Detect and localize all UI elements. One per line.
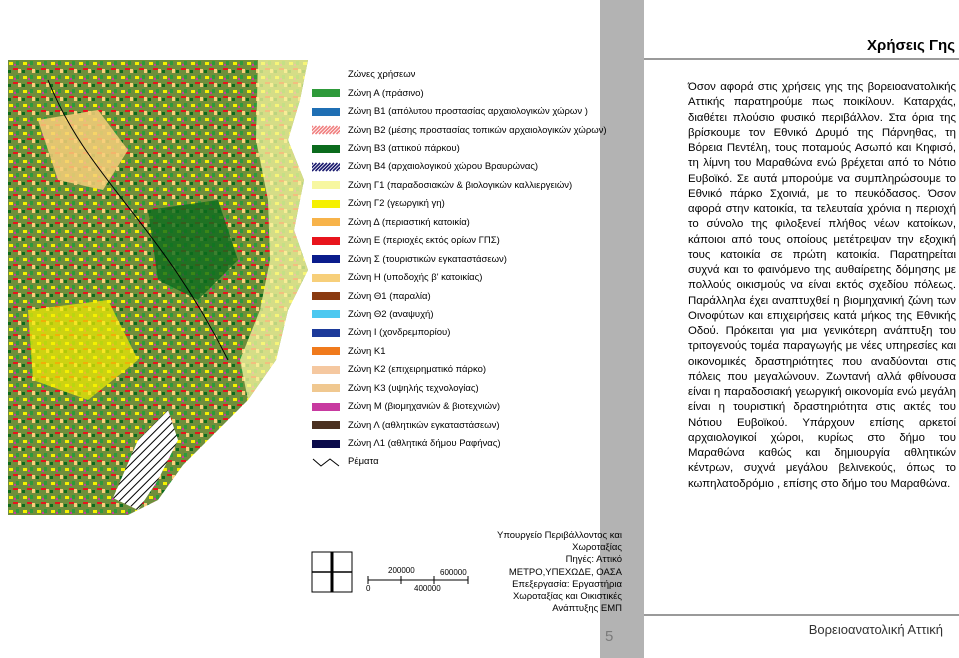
legend-label: Ζώνη Β2 (μέσης προστασίας τοπικών αρχαιολογικών χώρων) <box>348 124 607 136</box>
legend-item <box>312 121 612 139</box>
legend-item <box>312 453 612 471</box>
credits-line: Ανάπτυξης ΕΜΠ <box>552 603 622 615</box>
legend-swatch <box>312 274 340 282</box>
legend-label: Ζώνη Σ (τουριστικών εγκαταστάσεων) <box>348 253 507 265</box>
map-legend <box>312 66 612 471</box>
legend-item <box>312 176 612 194</box>
legend-item <box>312 434 612 452</box>
credits-line: Πηγές: Αττικό <box>565 554 622 566</box>
scale-label-600000: 600000 <box>440 568 467 577</box>
legend-swatch <box>312 366 340 374</box>
legend-swatch <box>312 440 340 448</box>
legend-swatch <box>312 237 340 245</box>
scale-label-200000: 200000 <box>388 566 415 575</box>
credits-line: ΜΕΤΡΟ,ΥΠΕΧΩΔΕ, ΟΑΣΑ <box>508 566 622 578</box>
legend-label: Ζώνη Κ3 (υψηλής τεχνολογίας) <box>348 382 479 394</box>
legend-item <box>312 379 612 397</box>
legend-item <box>312 416 612 434</box>
legend-label: Ζώνη Α (πράσινο) <box>348 87 424 99</box>
legend-item <box>312 324 612 342</box>
legend-item <box>312 342 612 360</box>
legend-label: Ζώνη Λ1 (αθλητικά δήμου Ραφήνας) <box>348 438 501 450</box>
page-title: Χρήσεις Γης <box>867 37 955 54</box>
legend-label: Ζώνη Β4 (αρχαιολογικού χώρου Βραυρώνας) <box>348 161 539 173</box>
description-text: Όσον αφορά στις χρήσεις γης της βορειοανατολικής Αττικής παρατηρούμε πως ποικίλουν. Καταρχάς, διαθέτει πλούσιο φυσικό περιβάλλον. Στα όρια της βρίσκουμε τον Εθνικό Δρυμό της Πάρνηθας, τη Βόρεια Πεντέλη, τους ποταμούς Ασωπό και Κηφισό, τη λίμνη του Μαραθώνα ενώ βρέχεται από το Νότιο Ευβοϊκό. Σε αυτά μπορούμε να συμπληρώσουμε το Εθνικό πάρκο Σχοινιά, με το πευκόδασος. Όσον αφορά στην κατοικία, τα τελευταία χρόνια η περιοχή το σύνολο της φιλοξενεί πλήθος νέων κατοίκων, κάποιοι από τους οποίους μετέτρεψαν την εξοχική τους κατοικία σε πρώτη κατοικία. Παρατηρείται συχνά και το φαινόμενο της αυθαίρετης δόμησης με πολλούς οικισμούς να είναι εκτός σχεδίου πόλεως. Παράλληλα έχει αναπτυχθεί η βιομηχανική ζώνη των Οινοφύτων και επιχειρήσεις κατά μήκος της Εθνικής Οδού. Πρόκειται για μια γενικότερη ανάπτυξη του τριτογενούς τομέα παραγωγής με νέες υπηρεσίες και οικονομικές δραστηριότητες που αναδύονται στις πόλεις που μεγαλώνουν. Ζωντανή αλλά φθίνουσα είναι η παραδοσιακή γεωργική οικονομία ενώ μεγάλη είναι η τουριστική δραστηριότητα στις ακτές του Νότιου Ευβοϊκού. Υπάρχουν επίσης αρκετοί αρχαιολογικοί χώροι, κυρίως στο δήμο του Μαραθώνα καθώς και δημιουργία αθλητικών κέντρων, συχνά μεγάλου βελινεκούς, όπως το κωπηλατοδρόμιο , επίσης στο δήμο του Μαραθώνα. <box>688 81 956 490</box>
legend-swatch <box>312 384 340 392</box>
legend-label: Ζώνη Θ1 (παραλία) <box>348 290 431 302</box>
credits-line: Χωροταξίας <box>572 542 622 554</box>
footer-divider <box>644 614 959 616</box>
legend-item <box>312 250 612 268</box>
legend-label: Ζώνη Β1 (απόλυτου προστασίας αρχαιολογικών χώρων ) <box>348 106 588 118</box>
legend-label: Ζώνη Γ2 (γεωργική γη) <box>348 198 445 210</box>
legend-swatch <box>312 89 340 97</box>
legend-label: Ζώνη Μ (βιομηχανιών & βιοτεχνιών) <box>348 401 500 413</box>
legend-item <box>312 268 612 286</box>
scale-bar <box>308 550 478 600</box>
legend-swatch <box>312 200 340 208</box>
legend-label: Ζώνη Η (υποδοχής β' κατοικίας) <box>348 272 483 284</box>
legend-swatch <box>312 124 340 136</box>
legend-label: Ζώνη Ε (περιοχές εκτός ορίων ΓΠΣ) <box>348 235 500 247</box>
legend-swatch <box>312 218 340 226</box>
page-number: 5 <box>605 628 614 645</box>
legend-swatch <box>312 310 340 318</box>
scale-label-400000: 400000 <box>414 584 441 593</box>
legend-label: Ζώνη Κ2 (επιχειρηματικό πάρκο) <box>348 364 487 376</box>
legend-swatch <box>312 347 340 355</box>
legend-item <box>312 361 612 379</box>
legend-label: Ρέματα <box>348 456 379 468</box>
legend-item <box>312 139 612 157</box>
legend-item <box>312 84 612 102</box>
legend-label: Ζώνη Θ2 (αναψυχή) <box>348 308 434 320</box>
legend-swatch <box>312 456 340 468</box>
legend-label: Ζώνη Ι (χονδρεμπορίου) <box>348 327 451 339</box>
legend-swatch <box>312 181 340 189</box>
legend-swatch <box>312 108 340 116</box>
credits-line: Επεξεργασία: Εργαστήρια <box>512 578 622 590</box>
legend-item <box>312 213 612 231</box>
map-credits <box>480 530 622 615</box>
legend-item <box>312 305 612 323</box>
legend-swatch <box>312 145 340 153</box>
legend-label: Ζώνη Κ1 <box>348 345 386 357</box>
legend-item <box>312 195 612 213</box>
legend-label: Ζώνη Β3 (αττικού πάρκου) <box>348 143 460 155</box>
legend-swatch <box>312 421 340 429</box>
legend-swatch <box>312 403 340 411</box>
legend-label: Ζώνη Δ (περιαστική κατοικία) <box>348 216 470 228</box>
legend-swatch <box>312 255 340 263</box>
credits-line: Χωροταξίας και Οικιστικές <box>512 591 622 603</box>
legend-swatch <box>312 292 340 300</box>
legend-title: Ζώνες χρήσεων <box>348 69 416 80</box>
footer-title: Βορειοανατολική Αττική <box>808 622 943 637</box>
legend-item <box>312 287 612 305</box>
legend-label: Ζώνη Γ1 (παραδοσιακών & βιολογικών καλλιεργειών) <box>348 179 573 191</box>
legend-swatch <box>312 329 340 337</box>
legend-label: Ζώνη Λ (αθλητικών εγκαταστάσεων) <box>348 419 500 431</box>
legend-swatch <box>312 161 340 173</box>
legend-item <box>312 397 612 415</box>
legend-item <box>312 102 612 120</box>
credits-line: Υπουργείο Περιβάλλοντος και <box>497 530 622 541</box>
legend-item <box>312 232 612 250</box>
title-divider <box>644 58 959 60</box>
legend-item <box>312 158 612 176</box>
scale-label-0: 0 <box>366 584 371 593</box>
